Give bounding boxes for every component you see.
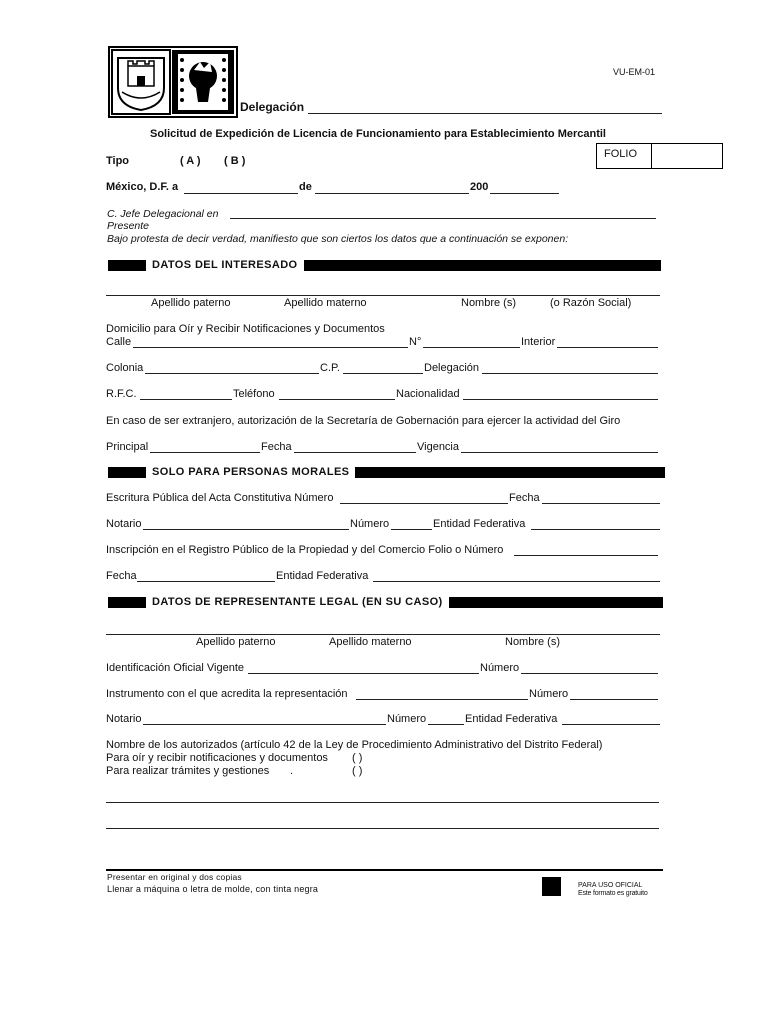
identificacion-label: Identificación Oficial Vigente bbox=[106, 662, 244, 674]
folio-divider bbox=[651, 144, 652, 168]
nombre-representante-field[interactable] bbox=[106, 634, 660, 635]
day-field[interactable] bbox=[184, 193, 298, 194]
notario-field[interactable] bbox=[143, 529, 349, 530]
section-bar-left bbox=[108, 597, 146, 608]
rep-apellido-paterno-label: Apellido paterno bbox=[196, 636, 276, 648]
numero-field[interactable] bbox=[423, 347, 520, 348]
presente-label: Presente bbox=[107, 220, 150, 232]
identificacion-field[interactable] bbox=[248, 673, 479, 674]
rep-notario-numero-label: Número bbox=[387, 713, 427, 725]
section-title-morales: SOLO PARA PERSONAS MORALES bbox=[152, 466, 350, 478]
uso-oficial-label: PARA USO OFICIAL bbox=[578, 882, 643, 889]
instrumento-numero-label: Número bbox=[529, 688, 569, 700]
apellido-paterno-label: Apellido paterno bbox=[151, 297, 231, 309]
inscripcion-field[interactable] bbox=[514, 555, 658, 556]
entidad-field[interactable] bbox=[531, 529, 660, 530]
extranjero-text: En caso de ser extranjero, autorización de la Secretaría de Gobernación para ejercer la actividad del Giro bbox=[106, 415, 621, 427]
fecha-inscripcion-field[interactable] bbox=[137, 581, 275, 582]
vigencia-label: Vigencia bbox=[417, 441, 459, 453]
tramites-dot: . bbox=[290, 765, 294, 777]
delegacion-label: Delegación bbox=[240, 100, 305, 114]
form-code: VU-EM-01 bbox=[613, 67, 656, 77]
rfc-field[interactable] bbox=[140, 399, 232, 400]
telefono-field[interactable] bbox=[279, 399, 395, 400]
interior-field[interactable] bbox=[557, 347, 658, 348]
coat-of-arms-icon bbox=[110, 48, 236, 116]
year-field[interactable] bbox=[490, 193, 559, 194]
fecha-escritura-field[interactable] bbox=[542, 503, 660, 504]
oir-recibir-label: Para oír y recibir notificaciones y documentos bbox=[106, 752, 328, 764]
de-label: de bbox=[299, 181, 312, 193]
delegacion-field[interactable] bbox=[308, 113, 662, 114]
section-bar-right bbox=[449, 597, 663, 608]
section-bar-right bbox=[304, 260, 661, 271]
delegacion-interesado-label: Delegación bbox=[424, 362, 480, 374]
razon-social-label: (o Razón Social) bbox=[550, 297, 632, 309]
identificacion-numero-field[interactable] bbox=[521, 673, 658, 674]
section-header-morales bbox=[108, 466, 665, 478]
entidad-label: Entidad Federativa bbox=[433, 518, 526, 530]
tramites-checkbox[interactable]: ( ) bbox=[352, 765, 363, 777]
footer-rule bbox=[106, 869, 663, 871]
jefe-delegacional-label: C. Jefe Delegacional en bbox=[107, 208, 219, 220]
principal-label: Principal bbox=[106, 441, 149, 453]
calle-label: Calle bbox=[106, 336, 132, 348]
cp-field[interactable] bbox=[343, 373, 423, 374]
instrumento-field[interactable] bbox=[356, 699, 528, 700]
autorizados-line-2[interactable] bbox=[106, 828, 659, 829]
rep-entidad-field[interactable] bbox=[562, 724, 660, 725]
folio-label: FOLIO bbox=[604, 148, 638, 160]
autorizados-line-1[interactable] bbox=[106, 802, 659, 803]
autorizados-label: Nombre de los autorizados (artículo 42 de la Ley de Procedimiento Administrativo del Distrito Federal) bbox=[106, 739, 603, 751]
section-bar-left bbox=[108, 260, 146, 271]
colonia-field[interactable] bbox=[145, 373, 319, 374]
rep-entidad-label: Entidad Federativa bbox=[465, 713, 558, 725]
government-seal-logo bbox=[108, 46, 238, 118]
section-bar-right bbox=[355, 467, 665, 478]
formato-gratuito-label: Este formato es gratuito bbox=[578, 890, 648, 897]
form-title: Solicitud de Expedición de Licencia de Funcionamiento para Establecimiento Mercantil bbox=[150, 128, 606, 140]
rep-notario-field[interactable] bbox=[143, 724, 386, 725]
fecha-inscripcion-label: Fecha bbox=[106, 570, 137, 582]
inscripcion-label: Inscripción en el Registro Público de la Propiedad y del Comercio Folio o Número bbox=[106, 544, 504, 556]
section-title-representante: DATOS DE REPRESENTANTE LEGAL (EN SU CASO) bbox=[152, 596, 443, 608]
entidad-inscripcion-label: Entidad Federativa bbox=[276, 570, 369, 582]
section-bar-left bbox=[108, 467, 146, 478]
month-field[interactable] bbox=[315, 193, 469, 194]
numero-notario-label: Número bbox=[350, 518, 390, 530]
apellido-materno-label: Apellido materno bbox=[284, 297, 367, 309]
section-header-interesado bbox=[108, 259, 661, 271]
delegacion-interesado-field[interactable] bbox=[482, 373, 658, 374]
rep-nombre-label: Nombre (s) bbox=[505, 636, 561, 648]
oir-recibir-checkbox[interactable]: ( ) bbox=[352, 752, 363, 764]
principal-field[interactable] bbox=[150, 452, 260, 453]
llenar-maquina-note: Llenar a máquina o letra de molde, con tinta negra bbox=[107, 884, 319, 894]
vigencia-field[interactable] bbox=[461, 452, 658, 453]
escritura-numero-field[interactable] bbox=[340, 503, 508, 504]
notario-label: Notario bbox=[106, 518, 142, 530]
fecha-field[interactable] bbox=[294, 452, 416, 453]
rep-apellido-materno-label: Apellido materno bbox=[329, 636, 412, 648]
nombre-label: Nombre (s) bbox=[461, 297, 517, 309]
original-copias-note: Presentar en original y dos copias bbox=[107, 872, 242, 882]
nacionalidad-field[interactable] bbox=[463, 399, 658, 400]
instrumento-numero-field[interactable] bbox=[570, 699, 658, 700]
rfc-label: R.F.C. bbox=[106, 388, 137, 400]
escritura-label: Escritura Pública del Acta Constitutiva Número bbox=[106, 492, 334, 504]
tipo-label: Tipo bbox=[106, 155, 130, 167]
tramites-label: Para realizar trámites y gestiones bbox=[106, 765, 270, 777]
nombre-interesado-field[interactable] bbox=[106, 295, 660, 296]
cp-label: C.P. bbox=[320, 362, 340, 374]
tipo-a-option[interactable]: ( A ) bbox=[180, 155, 201, 167]
jefe-delegacional-field[interactable] bbox=[230, 218, 656, 219]
section-header-representante bbox=[108, 596, 663, 608]
domicilio-label: Domicilio para Oír y Recibir Notificaciones y Documentos bbox=[106, 323, 385, 335]
numero-label: N° bbox=[409, 336, 422, 348]
interior-label: Interior bbox=[521, 336, 556, 348]
year-prefix: 200 bbox=[470, 181, 489, 193]
telefono-label: Teléfono bbox=[233, 388, 275, 400]
fecha-label: Fecha bbox=[261, 441, 292, 453]
rep-notario-numero-field[interactable] bbox=[428, 724, 464, 725]
section-title-interesado: DATOS DEL INTERESADO bbox=[152, 259, 298, 271]
entidad-inscripcion-field[interactable] bbox=[373, 581, 660, 582]
tipo-b-option[interactable]: ( B ) bbox=[224, 155, 246, 167]
folio-box bbox=[596, 143, 723, 169]
instrumento-label: Instrumento con el que acredita la representación bbox=[106, 688, 348, 700]
rep-notario-label: Notario bbox=[106, 713, 142, 725]
protesta-text: Bajo protesta de decir verdad, manifiesto que son ciertos los datos que a continuación se exponen: bbox=[107, 233, 569, 245]
mexico-date-label: México, D.F. a bbox=[106, 181, 179, 193]
numero-notario-field[interactable] bbox=[391, 529, 432, 530]
official-use-square-icon bbox=[542, 877, 561, 896]
calle-field[interactable] bbox=[133, 347, 408, 348]
fecha-escritura-label: Fecha bbox=[509, 492, 540, 504]
identificacion-numero-label: Número bbox=[480, 662, 520, 674]
nacionalidad-label: Nacionalidad bbox=[396, 388, 460, 400]
colonia-label: Colonia bbox=[106, 362, 144, 374]
